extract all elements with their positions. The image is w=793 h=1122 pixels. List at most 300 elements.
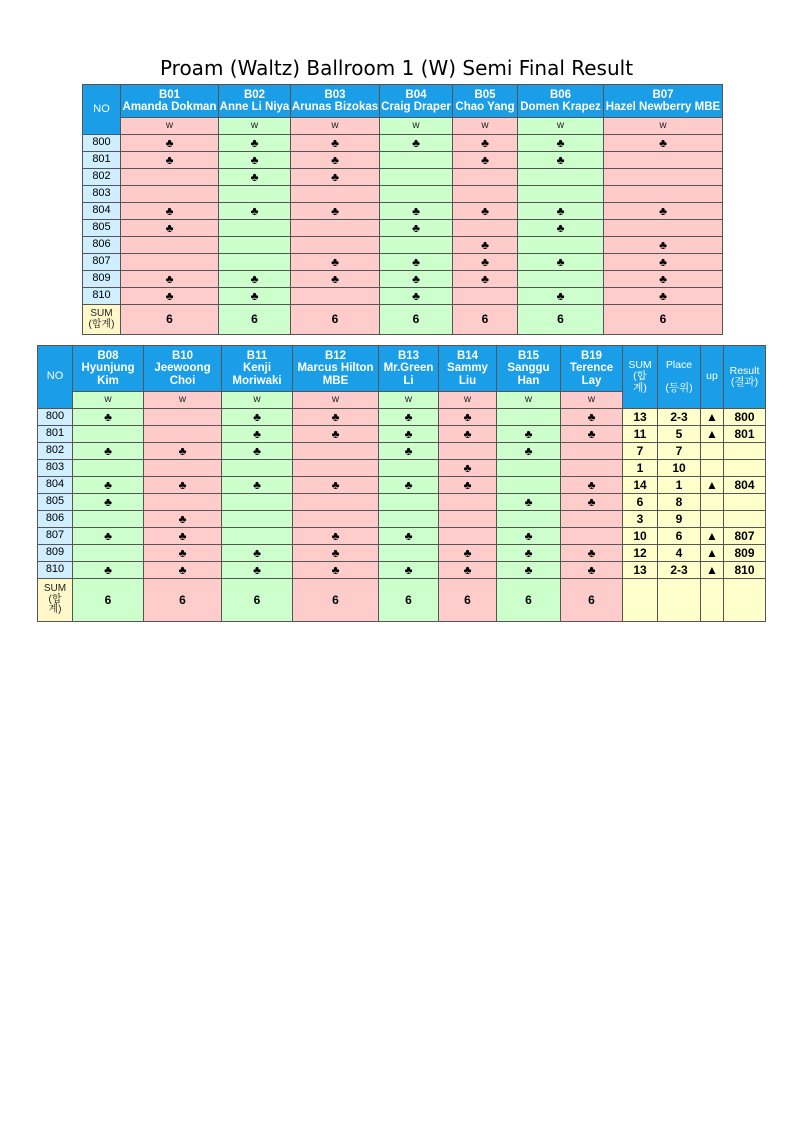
mark-cell <box>222 511 293 528</box>
dance-cell: w <box>73 392 144 409</box>
mark-cell <box>144 409 222 426</box>
sum-label: SUM <box>43 583 67 595</box>
mark-cell: ♣ <box>144 545 222 562</box>
dance-cell: w <box>144 392 222 409</box>
mark-cell: ♣ <box>604 271 723 288</box>
mark-cell <box>561 528 623 545</box>
mark-cell <box>518 169 604 186</box>
judge-code: B02 <box>243 88 266 101</box>
judge-name-line2: Kim <box>97 374 119 387</box>
judge-header-b01 <box>121 85 219 118</box>
mark-cell: ♣ <box>561 494 623 511</box>
judge-header-row <box>83 85 723 118</box>
mark-cell: ♣ <box>518 135 604 152</box>
mark-cell: ♣ <box>604 237 723 254</box>
mark-cell <box>453 220 518 237</box>
mark-cell: ♣ <box>291 135 380 152</box>
mark-cell: ♣ <box>518 288 604 305</box>
result-number <box>724 443 766 460</box>
mark-cell <box>453 186 518 203</box>
place: 4 <box>658 545 701 562</box>
mark-cell: ♣ <box>604 254 723 271</box>
judge-name-line2: Lay <box>581 374 602 387</box>
table-row <box>83 254 723 271</box>
up-arrow-icon <box>701 511 724 528</box>
mark-cell: ♣ <box>453 135 518 152</box>
mark-cell: ♣ <box>561 545 623 562</box>
couple-number: 802 <box>38 443 73 460</box>
mark-cell <box>144 494 222 511</box>
place-header-label: Place <box>665 359 693 372</box>
judge-header-b06 <box>518 85 604 118</box>
table-row <box>38 511 766 528</box>
table-row <box>83 152 723 169</box>
result-number <box>724 511 766 528</box>
judge-code: B01 <box>158 88 181 101</box>
dance-cell: w <box>439 392 497 409</box>
mark-cell: ♣ <box>497 494 561 511</box>
mark-cell: ♣ <box>121 288 219 305</box>
mark-cell <box>219 254 291 271</box>
total-sum: 13 <box>623 562 658 579</box>
mark-cell <box>121 186 219 203</box>
judge-header-b12 <box>293 346 379 392</box>
table-row <box>83 135 723 152</box>
up-arrow-icon: ▲ <box>701 528 724 545</box>
mark-cell <box>380 237 453 254</box>
mark-cell <box>380 186 453 203</box>
table-row <box>38 545 766 562</box>
mark-cell: ♣ <box>497 545 561 562</box>
place: 2-3 <box>658 562 701 579</box>
mark-cell: ♣ <box>73 409 144 426</box>
total-sum: 12 <box>623 545 658 562</box>
table-row <box>83 271 723 288</box>
place: 7 <box>658 443 701 460</box>
table-row <box>83 237 723 254</box>
mark-cell: ♣ <box>291 203 380 220</box>
mark-cell: ♣ <box>73 528 144 545</box>
mark-cell <box>497 460 561 477</box>
mark-cell: ♣ <box>144 477 222 494</box>
mark-cell <box>291 186 380 203</box>
judge-name-line2: Moriwaki <box>232 374 282 387</box>
mark-cell: ♣ <box>73 562 144 579</box>
up-arrow-icon <box>701 443 724 460</box>
mark-cell: ♣ <box>121 220 219 237</box>
judge-code: B15 <box>517 350 540 363</box>
mark-cell <box>73 460 144 477</box>
mark-cell <box>144 426 222 443</box>
judge-name-line2: Liu <box>458 374 477 387</box>
result-number: 809 <box>724 545 766 562</box>
sum-korean-b: 계) <box>48 604 62 616</box>
mark-cell <box>518 237 604 254</box>
couple-number: 805 <box>38 494 73 511</box>
up-arrow-icon: ▲ <box>701 545 724 562</box>
mark-cell <box>453 169 518 186</box>
no-header-2: NO <box>38 346 73 409</box>
mark-cell <box>73 545 144 562</box>
mark-cell: ♣ <box>604 135 723 152</box>
judge-name-line1: Marcus Hilton <box>297 362 374 375</box>
mark-cell: ♣ <box>518 220 604 237</box>
mark-cell <box>379 545 439 562</box>
judge-name-line1: Sanggu <box>507 362 550 375</box>
result-header <box>724 346 766 409</box>
sum-korean-label: (합계) <box>88 318 115 330</box>
judge-code: B10 <box>171 350 194 363</box>
place: 1 <box>658 477 701 494</box>
mark-cell: ♣ <box>439 460 497 477</box>
judge-code: B04 <box>405 88 427 101</box>
mark-cell <box>497 409 561 426</box>
sum-header-label: SUM <box>628 359 652 372</box>
judge-sum: 6 <box>380 305 453 335</box>
table-row <box>83 169 723 186</box>
mark-cell <box>453 288 518 305</box>
mark-cell: ♣ <box>379 528 439 545</box>
mark-cell <box>561 443 623 460</box>
couple-number: 803 <box>83 186 121 203</box>
judge-code: B08 <box>97 350 119 363</box>
mark-cell <box>144 460 222 477</box>
up-header: up <box>701 346 724 409</box>
judge-sum: 6 <box>379 579 439 622</box>
mark-cell: ♣ <box>439 562 497 579</box>
page-title: Proam (Waltz) Ballroom 1 (W) Semi Final Result <box>159 56 634 80</box>
mark-cell: ♣ <box>453 254 518 271</box>
mark-cell <box>379 494 439 511</box>
result-number <box>724 460 766 477</box>
total-sum: 10 <box>623 528 658 545</box>
judge-code: B19 <box>580 350 603 363</box>
judge-name-line2: Choi <box>169 374 196 387</box>
mark-cell <box>293 494 379 511</box>
dance-cell: w <box>380 118 453 135</box>
mark-cell <box>439 511 497 528</box>
couple-number: 805 <box>83 220 121 237</box>
mark-cell: ♣ <box>604 288 723 305</box>
empty-summary-cell <box>724 579 766 622</box>
mark-cell <box>291 288 380 305</box>
mark-cell: ♣ <box>222 443 293 460</box>
mark-cell: ♣ <box>379 426 439 443</box>
judge-header-b13 <box>379 346 439 392</box>
couple-number: 809 <box>38 545 73 562</box>
result-number: 807 <box>724 528 766 545</box>
table-row <box>83 220 723 237</box>
mark-cell: ♣ <box>291 254 380 271</box>
judge-name-line2: MBE <box>322 374 349 387</box>
mark-cell: ♣ <box>219 169 291 186</box>
table-row <box>38 443 766 460</box>
place-header-korean: (등위) <box>665 381 693 394</box>
mark-cell: ♣ <box>497 443 561 460</box>
judge-code: B06 <box>549 88 572 101</box>
up-arrow-icon: ▲ <box>701 562 724 579</box>
sum-korean-a: (합 <box>48 593 62 605</box>
mark-cell: ♣ <box>219 152 291 169</box>
mark-cell: ♣ <box>453 237 518 254</box>
judge-header-b04 <box>380 85 453 118</box>
mark-cell: ♣ <box>222 426 293 443</box>
mark-cell <box>291 237 380 254</box>
mark-cell <box>380 169 453 186</box>
mark-cell <box>518 186 604 203</box>
couple-number: 801 <box>83 152 121 169</box>
couple-number: 807 <box>38 528 73 545</box>
mark-cell: ♣ <box>497 426 561 443</box>
mark-cell <box>219 220 291 237</box>
dance-cell: w <box>222 392 293 409</box>
total-sum: 11 <box>623 426 658 443</box>
judge-name-line2: Li <box>403 374 414 387</box>
dance-cell: w <box>518 118 604 135</box>
judge-name: Arunas Bizokas <box>291 101 379 113</box>
mark-cell <box>293 443 379 460</box>
place: 8 <box>658 494 701 511</box>
judge-code: B03 <box>324 88 346 101</box>
mark-cell: ♣ <box>380 203 453 220</box>
result-header-label: Result <box>729 364 760 377</box>
total-sum: 14 <box>623 477 658 494</box>
mark-cell: ♣ <box>380 135 453 152</box>
mark-cell: ♣ <box>293 477 379 494</box>
mark-cell <box>219 186 291 203</box>
judge-name: Chao Yang <box>455 101 515 113</box>
table-row <box>38 562 766 579</box>
mark-cell <box>219 237 291 254</box>
table-row <box>38 426 766 443</box>
mark-cell: ♣ <box>73 443 144 460</box>
dance-cell: w <box>291 118 380 135</box>
mark-cell <box>561 460 623 477</box>
place: 2-3 <box>658 409 701 426</box>
mark-cell <box>121 254 219 271</box>
mark-cell: ♣ <box>379 562 439 579</box>
table-row <box>38 477 766 494</box>
mark-cell: ♣ <box>518 203 604 220</box>
mark-cell <box>222 528 293 545</box>
mark-cell: ♣ <box>121 271 219 288</box>
mark-cell: ♣ <box>291 271 380 288</box>
results-table-2 <box>37 345 766 622</box>
dance-cell: w <box>379 392 439 409</box>
total-sum: 6 <box>623 494 658 511</box>
judge-sum: 6 <box>222 579 293 622</box>
place: 10 <box>658 460 701 477</box>
couple-number: 802 <box>83 169 121 186</box>
mark-cell: ♣ <box>453 152 518 169</box>
place: 5 <box>658 426 701 443</box>
judge-sum: 6 <box>604 305 723 335</box>
couple-number: 806 <box>83 237 121 254</box>
judge-name-line1: Hyunjung <box>81 362 135 375</box>
mark-cell <box>293 460 379 477</box>
mark-cell <box>73 426 144 443</box>
mark-cell: ♣ <box>453 271 518 288</box>
result-number <box>724 494 766 511</box>
couple-number: 809 <box>83 271 121 288</box>
mark-cell <box>380 152 453 169</box>
judge-name-line1: Mr.Green <box>383 362 434 375</box>
couple-number: 804 <box>83 203 121 220</box>
judge-name-line1: Kenji <box>242 362 272 375</box>
dance-cell: w <box>219 118 291 135</box>
mark-cell: ♣ <box>144 562 222 579</box>
mark-cell <box>439 528 497 545</box>
mark-cell: ♣ <box>222 562 293 579</box>
mark-cell <box>121 237 219 254</box>
up-arrow-icon: ▲ <box>701 409 724 426</box>
table-row <box>83 288 723 305</box>
mark-cell <box>604 152 723 169</box>
judge-sum: 6 <box>291 305 380 335</box>
mark-cell: ♣ <box>379 477 439 494</box>
mark-cell <box>291 220 380 237</box>
judge-sum: 6 <box>144 579 222 622</box>
mark-cell <box>293 511 379 528</box>
couple-number: 801 <box>38 426 73 443</box>
judge-code: B05 <box>474 88 496 101</box>
mark-cell <box>222 494 293 511</box>
judge-sum: 6 <box>453 305 518 335</box>
dance-cell: w <box>121 118 219 135</box>
place: 6 <box>658 528 701 545</box>
judge-sum: 6 <box>518 305 604 335</box>
mark-cell <box>518 271 604 288</box>
mark-cell: ♣ <box>439 545 497 562</box>
judge-name: Hazel Newberry MBE <box>605 101 721 113</box>
mark-cell: ♣ <box>497 528 561 545</box>
mark-cell: ♣ <box>561 409 623 426</box>
dance-cell: w <box>453 118 518 135</box>
table-row <box>38 460 766 477</box>
judge-code: B11 <box>246 350 268 363</box>
judge-header-b03 <box>291 85 380 118</box>
table-row <box>38 494 766 511</box>
judge-header-row-2 <box>38 346 766 392</box>
table-row <box>83 203 723 220</box>
judge-header-b14 <box>439 346 497 392</box>
mark-cell <box>379 460 439 477</box>
up-arrow-icon <box>701 460 724 477</box>
sum-row <box>83 305 723 335</box>
mark-cell <box>222 460 293 477</box>
judge-name-line1: Jeewoong <box>154 362 211 375</box>
mark-cell: ♣ <box>561 477 623 494</box>
total-sum: 13 <box>623 409 658 426</box>
results-table-1 <box>82 84 723 335</box>
place-header <box>658 346 701 409</box>
judge-sum: 6 <box>561 579 623 622</box>
mark-cell: ♣ <box>518 254 604 271</box>
mark-cell: ♣ <box>144 528 222 545</box>
mark-cell: ♣ <box>439 477 497 494</box>
mark-cell: ♣ <box>497 562 561 579</box>
up-arrow-icon: ▲ <box>701 477 724 494</box>
total-sum: 7 <box>623 443 658 460</box>
couple-number: 810 <box>38 562 73 579</box>
total-sum: 1 <box>623 460 658 477</box>
mark-cell: ♣ <box>293 426 379 443</box>
mark-cell: ♣ <box>380 288 453 305</box>
sum-label-cell <box>83 305 121 335</box>
dance-cell: w <box>293 392 379 409</box>
couple-number: 804 <box>38 477 73 494</box>
judge-sum: 6 <box>219 305 291 335</box>
sum-row-2 <box>38 579 766 622</box>
mark-cell: ♣ <box>561 562 623 579</box>
mark-cell: ♣ <box>219 203 291 220</box>
judge-name-line2: Han <box>517 374 540 387</box>
judge-code: B13 <box>397 350 420 363</box>
mark-cell: ♣ <box>439 426 497 443</box>
table-row <box>83 186 723 203</box>
mark-cell <box>121 169 219 186</box>
mark-cell: ♣ <box>604 203 723 220</box>
judge-sum: 6 <box>439 579 497 622</box>
mark-cell: ♣ <box>293 528 379 545</box>
mark-cell: ♣ <box>380 271 453 288</box>
total-sum: 3 <box>623 511 658 528</box>
empty-summary-cell <box>701 579 724 622</box>
mark-cell: ♣ <box>121 135 219 152</box>
dance-cell: w <box>561 392 623 409</box>
judge-header-b19 <box>561 346 623 392</box>
judge-name: Anne Li Niya <box>219 101 290 113</box>
mark-cell <box>604 220 723 237</box>
judge-header-b02 <box>219 85 291 118</box>
sum-header-korean-a: (합 <box>633 370 647 383</box>
judge-header-b07 <box>604 85 723 118</box>
mark-cell: ♣ <box>453 203 518 220</box>
up-arrow-icon <box>701 494 724 511</box>
mark-cell: ♣ <box>379 443 439 460</box>
table-row <box>38 528 766 545</box>
mark-cell: ♣ <box>73 494 144 511</box>
mark-cell: ♣ <box>222 545 293 562</box>
judge-sum: 6 <box>73 579 144 622</box>
sum-label: SUM <box>90 308 113 319</box>
judge-sum: 6 <box>497 579 561 622</box>
mark-cell: ♣ <box>518 152 604 169</box>
result-number: 804 <box>724 477 766 494</box>
mark-cell <box>561 511 623 528</box>
mark-cell: ♣ <box>219 271 291 288</box>
judge-sum: 6 <box>121 305 219 335</box>
mark-cell <box>604 169 723 186</box>
mark-cell: ♣ <box>291 152 380 169</box>
judge-code: B12 <box>324 350 347 363</box>
mark-cell: ♣ <box>379 409 439 426</box>
judge-name: Domen Krapez <box>520 101 601 113</box>
mark-cell <box>439 494 497 511</box>
mark-cell <box>604 186 723 203</box>
mark-cell <box>497 477 561 494</box>
judge-header-b08 <box>73 346 144 392</box>
place: 9 <box>658 511 701 528</box>
dance-cell: w <box>604 118 723 135</box>
mark-cell: ♣ <box>439 409 497 426</box>
judge-name: Craig Draper <box>381 101 451 113</box>
judge-header-b05 <box>453 85 518 118</box>
judge-sum: 6 <box>293 579 379 622</box>
mark-cell: ♣ <box>144 511 222 528</box>
mark-cell: ♣ <box>293 409 379 426</box>
mark-cell: ♣ <box>222 409 293 426</box>
